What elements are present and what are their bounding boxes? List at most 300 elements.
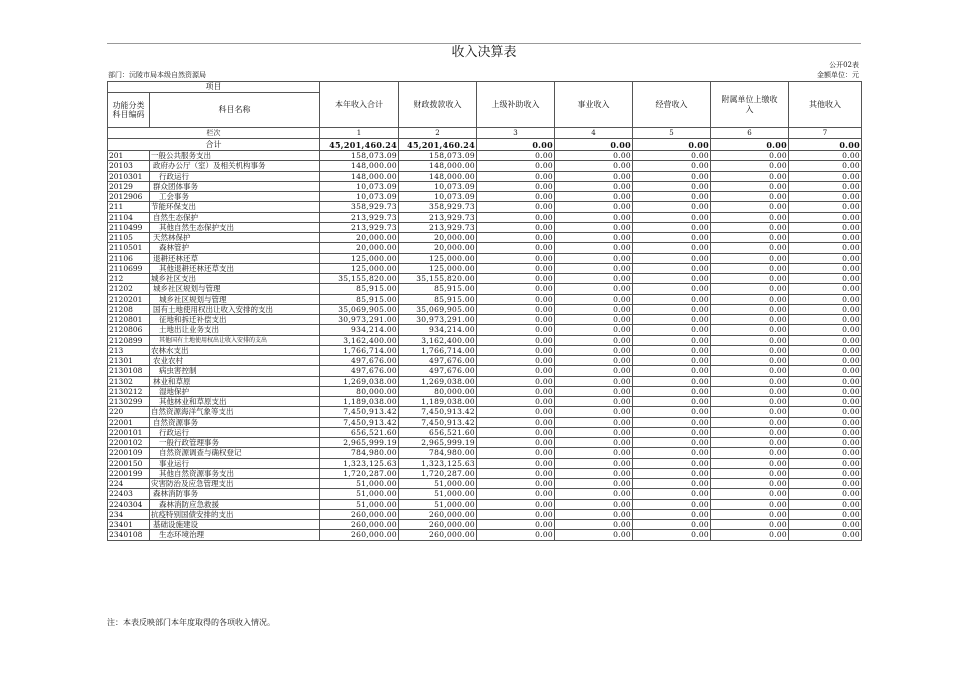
amount-cell: 0.00 — [477, 386, 555, 396]
table-row — [108, 243, 862, 253]
func-code-cell: 21104 — [108, 212, 150, 222]
amount-cell: 35,069,905.00 — [399, 304, 477, 314]
table-row — [108, 407, 862, 417]
amount-cell: 0.00 — [711, 161, 789, 171]
table-row — [108, 274, 862, 284]
amount-cell: 0.00 — [477, 520, 555, 530]
amount-cell: 0.00 — [633, 417, 711, 427]
func-code-cell: 23401 — [108, 520, 150, 530]
amount-cell: 784,980.00 — [399, 448, 477, 458]
table-row — [108, 356, 862, 366]
table-row — [108, 294, 862, 304]
func-code-cell: 21105 — [108, 233, 150, 243]
amount-cell: 0.00 — [633, 397, 711, 407]
subject-name-cell: 政府办公厅（室）及相关机构事务 — [150, 161, 320, 171]
func-code-cell: 2200109 — [108, 448, 150, 458]
amount-cell: 0.00 — [555, 356, 633, 366]
func-code-cell: 21202 — [108, 284, 150, 294]
column-header: 本年收入合计 — [320, 82, 399, 128]
amount-cell: 80,000.00 — [399, 386, 477, 396]
amount-cell: 0.00 — [633, 294, 711, 304]
amount-cell: 213,929.73 — [399, 222, 477, 232]
amount-cell: 497,676.00 — [320, 356, 399, 366]
amount-cell: 0.00 — [633, 509, 711, 519]
subject-name-cell: 节能环保支出 — [150, 202, 320, 212]
department-row — [107, 72, 861, 81]
amount-cell: 0.00 — [711, 366, 789, 376]
amount-cell: 0.00 — [789, 356, 862, 366]
amount-cell: 0.00 — [633, 499, 711, 509]
amount-cell: 260,000.00 — [399, 509, 477, 519]
amount-cell: 0.00 — [711, 356, 789, 366]
form-number: 公开02表 — [829, 61, 859, 69]
amount-cell: 10,073.09 — [320, 192, 399, 202]
amount-cell: 51,000.00 — [320, 499, 399, 509]
subject-name-cell: 自然生态保护 — [150, 212, 320, 222]
amount-cell: 0.00 — [633, 376, 711, 386]
amount-cell: 0.00 — [555, 366, 633, 376]
amount-cell: 0.00 — [711, 274, 789, 284]
amount-cell: 0.00 — [789, 181, 862, 191]
amount-cell: 0.00 — [711, 181, 789, 191]
amount-cell: 0.00 — [789, 304, 862, 314]
amount-cell: 7,450,913.42 — [320, 417, 399, 427]
func-code-cell: 2200199 — [108, 468, 150, 478]
table-row — [108, 335, 862, 345]
func-code-cell: 2110499 — [108, 222, 150, 232]
amount-cell: 7,450,913.42 — [320, 407, 399, 417]
column-header: 财政拨款收入 — [399, 82, 477, 128]
amount-cell: 0.00 — [555, 397, 633, 407]
amount-cell: 0.00 — [477, 397, 555, 407]
amount-cell: 0.00 — [789, 366, 862, 376]
amount-cell: 0.00 — [555, 520, 633, 530]
amount-cell: 0.00 — [711, 171, 789, 181]
amount-cell: 0.00 — [789, 202, 862, 212]
total-value: 45,201,460.24 — [320, 139, 399, 151]
table-row — [108, 222, 862, 232]
amount-cell: 0.00 — [477, 243, 555, 253]
amount-cell: 0.00 — [555, 263, 633, 273]
table-row — [108, 366, 862, 376]
amount-cell: 0.00 — [789, 243, 862, 253]
amount-cell: 2,965,999.19 — [320, 438, 399, 448]
amount-cell: 125,000.00 — [399, 263, 477, 273]
project-header: 项目 — [108, 82, 320, 93]
amount-cell: 0.00 — [477, 438, 555, 448]
amount-cell: 158,073.09 — [399, 151, 477, 161]
subject-name-cell: 森林消防应急救援 — [150, 499, 320, 509]
amount-cell: 0.00 — [711, 151, 789, 161]
column-number: 5 — [633, 128, 711, 139]
func-code-cell: 2120201 — [108, 294, 150, 304]
amount-cell: 1,269,038.00 — [320, 376, 399, 386]
amount-cell: 1,269,038.00 — [399, 376, 477, 386]
amount-cell: 656,521.60 — [399, 427, 477, 437]
amount-cell: 0.00 — [555, 417, 633, 427]
amount-cell: 2,965,999.19 — [399, 438, 477, 448]
subject-name-cell: 城乡社区支出 — [150, 274, 320, 284]
func-code-cell: 20129 — [108, 181, 150, 191]
amount-cell: 0.00 — [477, 417, 555, 427]
amount-cell: 0.00 — [711, 448, 789, 458]
amount-cell: 0.00 — [477, 263, 555, 273]
amount-cell: 0.00 — [555, 509, 633, 519]
amount-cell: 497,676.00 — [399, 356, 477, 366]
func-code-cell: 2130108 — [108, 366, 150, 376]
amount-cell: 0.00 — [633, 366, 711, 376]
amount-cell: 0.00 — [789, 397, 862, 407]
func-code-cell: 2200102 — [108, 438, 150, 448]
amount-cell: 0.00 — [711, 407, 789, 417]
department-label: 部门：沅陵市局本级自然资源局 — [108, 71, 206, 79]
table-row — [108, 458, 862, 468]
amount-cell: 0.00 — [477, 509, 555, 519]
amount-cell: 0.00 — [555, 202, 633, 212]
subject-name-cell: 其他退耕还林还草支出 — [150, 263, 320, 273]
subject-name-cell: 生态环境治理 — [150, 530, 320, 540]
page-title: 收入决算表 — [451, 45, 517, 60]
row-number-label: 栏次 — [108, 128, 320, 139]
amount-cell: 0.00 — [711, 530, 789, 540]
amount-cell: 0.00 — [789, 284, 862, 294]
amount-cell: 0.00 — [633, 407, 711, 417]
amount-cell: 0.00 — [477, 499, 555, 509]
amount-cell: 0.00 — [477, 294, 555, 304]
func-code-cell: 20103 — [108, 161, 150, 171]
amount-cell: 0.00 — [711, 417, 789, 427]
subject-name-cell: 群众团体事务 — [150, 181, 320, 191]
amount-cell: 0.00 — [711, 520, 789, 530]
column-number: 4 — [555, 128, 633, 139]
table-row — [108, 202, 862, 212]
subject-name-cell: 天然林保护 — [150, 233, 320, 243]
amount-cell: 0.00 — [555, 212, 633, 222]
amount-cell: 0.00 — [711, 376, 789, 386]
amount-cell: 0.00 — [789, 274, 862, 284]
amount-cell: 0.00 — [789, 479, 862, 489]
subject-name-cell: 森林消防事务 — [150, 489, 320, 499]
func-code-cell: 2200150 — [108, 458, 150, 468]
amount-cell: 0.00 — [477, 489, 555, 499]
amount-cell: 51,000.00 — [399, 499, 477, 509]
amount-cell: 1,766,714.00 — [399, 345, 477, 355]
title-row — [107, 43, 861, 62]
amount-cell: 0.00 — [789, 376, 862, 386]
amount-cell: 0.00 — [477, 304, 555, 314]
func-code-cell: 2120806 — [108, 325, 150, 335]
amount-cell: 0.00 — [477, 376, 555, 386]
amount-cell: 0.00 — [633, 284, 711, 294]
table-row — [108, 530, 862, 540]
amount-cell: 0.00 — [711, 427, 789, 437]
amount-cell: 0.00 — [633, 438, 711, 448]
amount-cell: 0.00 — [633, 253, 711, 263]
subject-name-cell: 抗疫特别国债安排的支出 — [150, 509, 320, 519]
amount-cell: 20,000.00 — [399, 243, 477, 253]
func-code-cell: 2130299 — [108, 397, 150, 407]
amount-cell: 0.00 — [789, 468, 862, 478]
amount-cell: 0.00 — [477, 274, 555, 284]
subject-name-cell: 林业和草原 — [150, 376, 320, 386]
amount-cell: 0.00 — [633, 427, 711, 437]
subject-name-cell: 其他林业和草原支出 — [150, 397, 320, 407]
amount-cell: 0.00 — [477, 284, 555, 294]
subject-name-cell: 自然资源海洋气象等支出 — [150, 407, 320, 417]
amount-cell: 0.00 — [633, 304, 711, 314]
amount-cell: 30,973,291.00 — [399, 315, 477, 325]
amount-cell: 0.00 — [555, 304, 633, 314]
amount-cell: 0.00 — [477, 253, 555, 263]
amount-cell: 0.00 — [711, 397, 789, 407]
func-code-cell: 2130212 — [108, 386, 150, 396]
amount-cell: 0.00 — [477, 212, 555, 222]
income-statement-sheet — [107, 43, 861, 541]
amount-cell: 0.00 — [789, 161, 862, 171]
amount-cell: 0.00 — [633, 192, 711, 202]
amount-cell: 0.00 — [633, 233, 711, 243]
amount-cell: 0.00 — [633, 181, 711, 191]
amount-cell: 0.00 — [789, 192, 862, 202]
amount-cell: 0.00 — [633, 222, 711, 232]
amount-cell: 35,069,905.00 — [320, 304, 399, 314]
amount-cell: 0.00 — [633, 468, 711, 478]
amount-cell: 0.00 — [477, 345, 555, 355]
amount-cell: 0.00 — [789, 520, 862, 530]
amount-cell: 0.00 — [555, 161, 633, 171]
amount-cell: 0.00 — [711, 468, 789, 478]
amount-cell: 51,000.00 — [320, 479, 399, 489]
amount-cell: 0.00 — [789, 325, 862, 335]
func-code-cell: 2240304 — [108, 499, 150, 509]
amount-cell: 0.00 — [477, 468, 555, 478]
column-header: 事业收入 — [555, 82, 633, 128]
amount-cell: 0.00 — [789, 448, 862, 458]
table-row — [108, 427, 862, 437]
amount-cell: 125,000.00 — [320, 253, 399, 263]
amount-cell: 10,073.09 — [399, 192, 477, 202]
table-row — [108, 448, 862, 458]
amount-cell: 1,189,038.00 — [320, 397, 399, 407]
amount-cell: 0.00 — [711, 499, 789, 509]
amount-cell: 10,073.09 — [320, 181, 399, 191]
subject-name-cell: 一般行政管理事务 — [150, 438, 320, 448]
amount-cell: 0.00 — [477, 479, 555, 489]
table-row — [108, 509, 862, 519]
amount-cell: 0.00 — [477, 448, 555, 458]
amount-cell: 0.00 — [711, 263, 789, 273]
amount-cell: 0.00 — [555, 479, 633, 489]
total-value: 0.00 — [477, 139, 555, 151]
subject-name-cell: 征地和拆迁补偿支出 — [150, 315, 320, 325]
amount-cell: 1,720,287.00 — [399, 468, 477, 478]
func-code-cell: 21106 — [108, 253, 150, 263]
column-number: 1 — [320, 128, 399, 139]
subject-name-cell: 湿地保护 — [150, 386, 320, 396]
amount-cell: 0.00 — [789, 530, 862, 540]
amount-cell: 0.00 — [555, 243, 633, 253]
amount-cell: 35,155,820.00 — [399, 274, 477, 284]
subject-name-cell: 农林水支出 — [150, 345, 320, 355]
amount-cell: 51,000.00 — [399, 489, 477, 499]
total-value: 0.00 — [789, 139, 862, 151]
amount-cell: 0.00 — [789, 438, 862, 448]
amount-cell: 0.00 — [711, 202, 789, 212]
subject-name-cell: 工会事务 — [150, 192, 320, 202]
amount-cell: 0.00 — [555, 274, 633, 284]
amount-cell: 0.00 — [789, 458, 862, 468]
amount-cell: 0.00 — [633, 161, 711, 171]
amount-cell: 0.00 — [633, 263, 711, 273]
subject-name-header: 科目名称 — [150, 93, 320, 128]
amount-cell: 0.00 — [633, 171, 711, 181]
amount-cell: 213,929.73 — [399, 212, 477, 222]
total-value: 0.00 — [555, 139, 633, 151]
amount-cell: 0.00 — [633, 458, 711, 468]
amount-cell: 0.00 — [789, 263, 862, 273]
amount-cell: 0.00 — [711, 489, 789, 499]
amount-cell: 260,000.00 — [320, 530, 399, 540]
func-code-cell: 212 — [108, 274, 150, 284]
amount-cell: 0.00 — [555, 448, 633, 458]
amount-cell: 0.00 — [633, 520, 711, 530]
table-row — [108, 468, 862, 478]
amount-cell: 85,915.00 — [320, 294, 399, 304]
amount-cell: 0.00 — [633, 325, 711, 335]
amount-unit-label: 金额单位：元 — [817, 71, 859, 79]
income-table — [107, 81, 862, 541]
table-row — [108, 520, 862, 530]
amount-cell: 0.00 — [555, 233, 633, 243]
amount-cell: 0.00 — [555, 284, 633, 294]
table-row — [108, 479, 862, 489]
amount-cell: 0.00 — [789, 427, 862, 437]
table-row — [108, 376, 862, 386]
amount-cell: 0.00 — [789, 233, 862, 243]
subject-name-cell: 其他自然资源事务支出 — [150, 468, 320, 478]
subject-name-cell: 森林管护 — [150, 243, 320, 253]
amount-cell: 3,162,400.00 — [399, 335, 477, 345]
amount-cell: 0.00 — [633, 489, 711, 499]
amount-cell: 0.00 — [711, 294, 789, 304]
func-code-cell: 220 — [108, 407, 150, 417]
amount-cell: 656,521.60 — [320, 427, 399, 437]
amount-cell: 0.00 — [633, 202, 711, 212]
table-row — [108, 161, 862, 171]
amount-cell: 0.00 — [555, 253, 633, 263]
amount-cell: 0.00 — [711, 304, 789, 314]
table-row — [108, 151, 862, 161]
func-code-cell: 2120899 — [108, 335, 150, 345]
func-code-cell: 213 — [108, 345, 150, 355]
column-number: 2 — [399, 128, 477, 139]
amount-cell: 0.00 — [711, 325, 789, 335]
amount-cell: 0.00 — [633, 530, 711, 540]
amount-cell: 0.00 — [477, 151, 555, 161]
table-row — [108, 438, 862, 448]
amount-cell: 0.00 — [789, 509, 862, 519]
amount-cell: 0.00 — [711, 509, 789, 519]
amount-cell: 0.00 — [555, 345, 633, 355]
amount-cell: 148,000.00 — [320, 161, 399, 171]
table-row — [108, 386, 862, 396]
amount-cell: 0.00 — [789, 335, 862, 345]
func-code-cell: 21302 — [108, 376, 150, 386]
amount-cell: 0.00 — [633, 448, 711, 458]
amount-cell: 1,189,038.00 — [399, 397, 477, 407]
amount-cell: 0.00 — [789, 489, 862, 499]
amount-cell: 80,000.00 — [320, 386, 399, 396]
amount-cell: 0.00 — [711, 243, 789, 253]
amount-cell: 0.00 — [789, 345, 862, 355]
amount-cell: 125,000.00 — [399, 253, 477, 263]
table-row — [108, 489, 862, 499]
amount-cell: 0.00 — [789, 171, 862, 181]
amount-cell: 85,915.00 — [320, 284, 399, 294]
amount-cell: 0.00 — [555, 294, 633, 304]
amount-cell: 0.00 — [477, 202, 555, 212]
amount-cell: 0.00 — [477, 233, 555, 243]
amount-cell: 0.00 — [711, 386, 789, 396]
table-row — [108, 284, 862, 294]
amount-cell: 0.00 — [633, 345, 711, 355]
amount-cell: 0.00 — [711, 212, 789, 222]
total-value: 45,201,460.24 — [399, 139, 477, 151]
column-header: 经营收入 — [633, 82, 711, 128]
amount-cell: 0.00 — [633, 356, 711, 366]
amount-cell: 934,214.00 — [320, 325, 399, 335]
amount-cell: 0.00 — [555, 335, 633, 345]
amount-cell: 0.00 — [477, 458, 555, 468]
amount-cell: 51,000.00 — [320, 489, 399, 499]
amount-cell: 0.00 — [555, 458, 633, 468]
amount-cell: 0.00 — [477, 192, 555, 202]
amount-cell: 0.00 — [555, 438, 633, 448]
amount-cell: 35,155,820.00 — [320, 274, 399, 284]
amount-cell: 0.00 — [633, 151, 711, 161]
amount-cell: 260,000.00 — [320, 520, 399, 530]
amount-cell: 0.00 — [555, 325, 633, 335]
amount-cell: 0.00 — [789, 386, 862, 396]
amount-cell: 0.00 — [477, 366, 555, 376]
amount-cell: 1,323,125.63 — [320, 458, 399, 468]
amount-cell: 260,000.00 — [399, 520, 477, 530]
subject-name-cell: 退耕还林还草 — [150, 253, 320, 263]
amount-cell: 0.00 — [789, 315, 862, 325]
subject-name-cell: 自然资源事务 — [150, 417, 320, 427]
amount-cell: 0.00 — [555, 151, 633, 161]
amount-cell: 0.00 — [555, 530, 633, 540]
amount-cell: 0.00 — [711, 253, 789, 263]
amount-cell: 0.00 — [633, 212, 711, 222]
subject-name-cell: 其他国有土地使用权出让收入安排的支出 — [150, 335, 320, 345]
amount-cell: 0.00 — [477, 427, 555, 437]
subject-name-cell: 国有土地使用权出让收入安排的支出 — [150, 304, 320, 314]
amount-cell: 0.00 — [711, 233, 789, 243]
amount-cell: 934,214.00 — [399, 325, 477, 335]
column-header: 其他收入 — [789, 82, 862, 128]
amount-cell: 0.00 — [555, 181, 633, 191]
amount-cell: 158,073.09 — [320, 151, 399, 161]
amount-cell: 0.00 — [555, 427, 633, 437]
table-row — [108, 181, 862, 191]
amount-cell: 0.00 — [477, 356, 555, 366]
amount-cell: 0.00 — [633, 243, 711, 253]
subject-name-cell: 基础设施建设 — [150, 520, 320, 530]
table-row — [108, 192, 862, 202]
subject-name-cell: 病虫害控制 — [150, 366, 320, 376]
amount-cell: 0.00 — [555, 407, 633, 417]
